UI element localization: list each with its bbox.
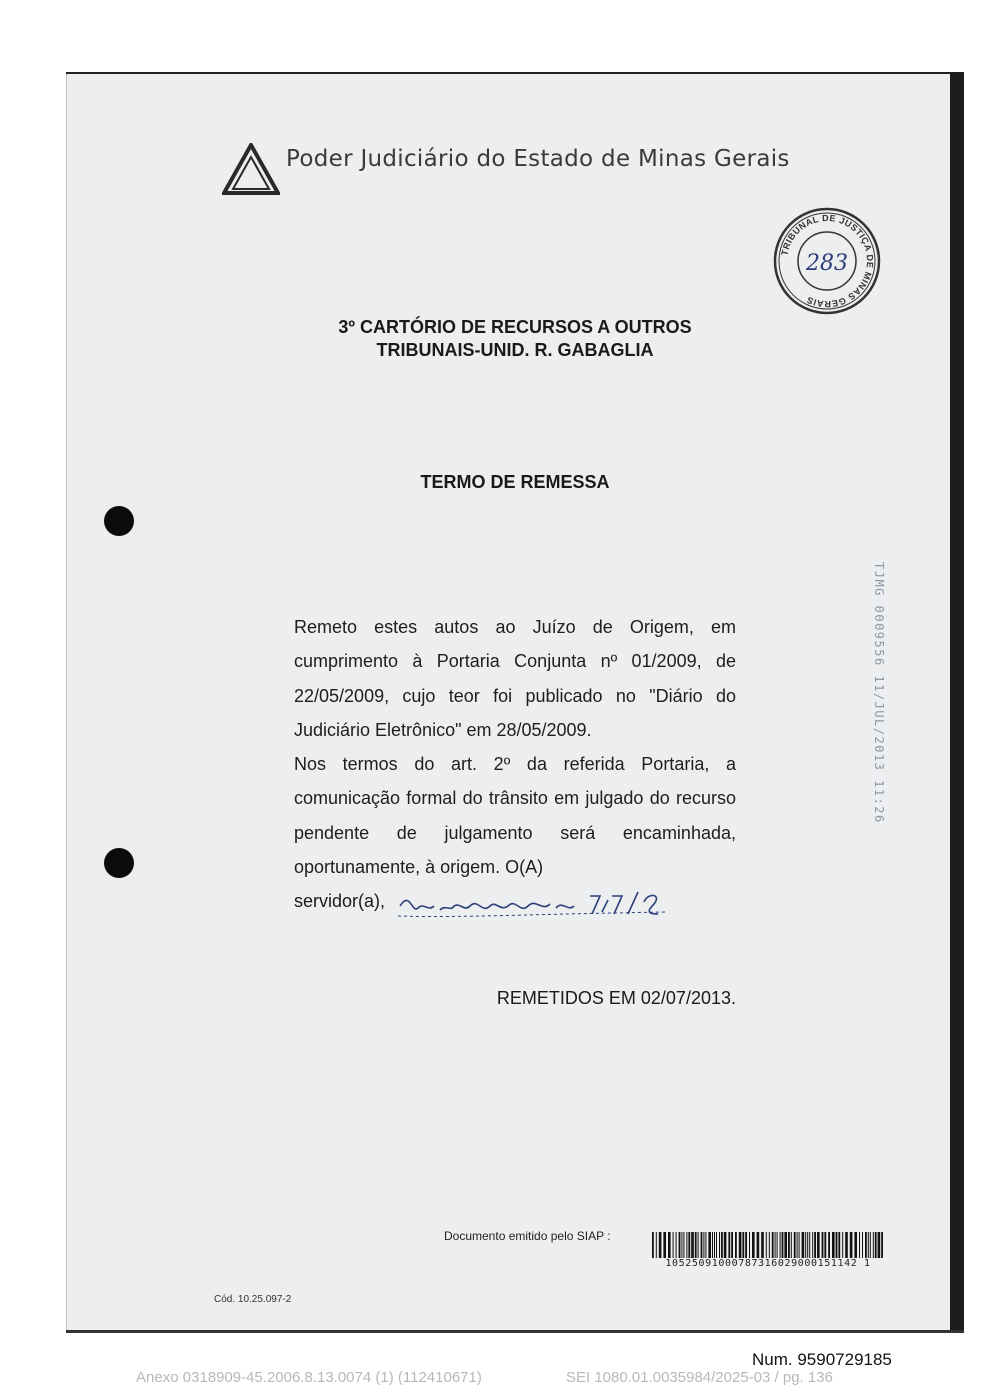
punch-hole [104,506,134,536]
page-top-edge [66,72,964,74]
page-bottom-edge [66,1330,964,1333]
barcode-number: 10525091000787316029000151142 1 [665,1258,871,1269]
form-code: Cód. 10.25.097-2 [214,1294,292,1305]
servidor-label: servidor(a), [294,891,386,911]
body-paragraph-1: Remeto estes autos ao Juízo de Origem, em cumprimento à Portaria Conjunta nº 01/2009, de 22/05/2009, cujo teor foi publicado no "Diário do Judiciário Eletrônico" em 28/05/2009. [294,617,736,740]
office-line-1: 3º CARTÓRIO DE RECURSOS A OUTROS [338,317,692,337]
protocol-stamp: TJMG 0009556 11/JUL/2013 11:26 [872,562,886,824]
document-title: TERMO DE REMESSA [420,472,610,492]
svg-text:TRIBUNAL DE JUSTIÇA DE MINAS G: TRIBUNAL DE JUSTIÇA DE MINAS GERAIS [779,212,876,310]
annex-reference: Anexo 0318909-45.2006.8.13.0074 (1) (112410671) [136,1369,482,1386]
document-number: Num. 9590729185 [752,1350,892,1369]
body-paragraph-2: Nos termos do art. 2º da referida Portaria, a comunicação formal do trânsito em julgado do recurso pendente de julgamento será encaminhada, oportunamente, à origem. O(A) [294,754,736,878]
court-seal-stamp [772,206,882,316]
handwritten-signature [396,884,676,924]
court-triangle-logo-icon [222,143,280,195]
sei-reference: SEI 1080.01.0035984/2025-03 / pg. 136 [566,1369,833,1386]
remetidos-date: REMETIDOS EM 02/07/2013. [496,988,736,1008]
page-right-edge [950,72,964,1332]
siap-label: Documento emitido pelo SIAP : [444,1229,611,1243]
barcode [652,1232,884,1258]
body-text [294,610,736,884]
office-heading [260,316,770,362]
svg-text:283: 283 [806,251,848,276]
court-name: Poder Judiciário do Estado de Minas Gerais [286,146,790,172]
punch-hole [104,848,134,878]
office-line-2: TRIBUNAIS-UNID. R. GABAGLIA [376,340,654,360]
